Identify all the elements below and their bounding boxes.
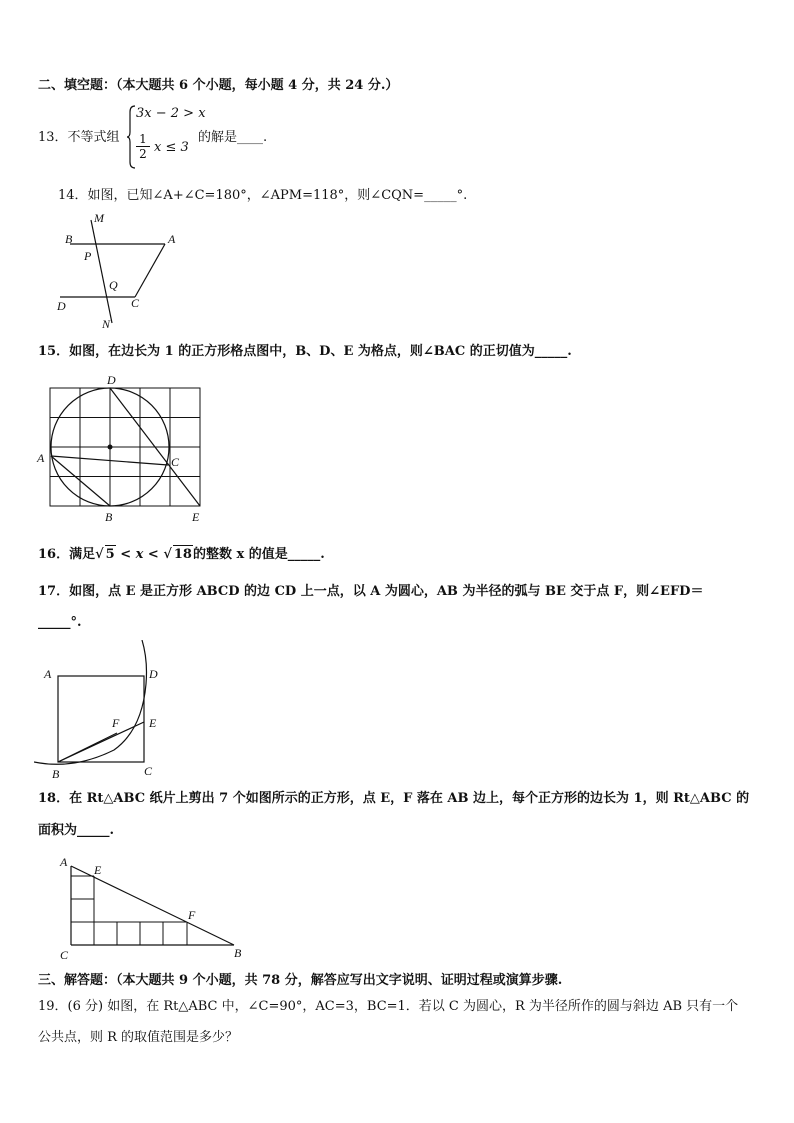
- label-c: C: [131, 296, 140, 310]
- label-b: B: [52, 767, 60, 781]
- label-d: D: [107, 373, 116, 387]
- sqrt-icon: √: [163, 547, 172, 562]
- label-b: B: [65, 232, 73, 246]
- q18-line-1: 18．在 Rt△ABC 纸片上剪出 7 个如图所示的正方形，点 E，F 落在 AB 边上，每个正方形的边长为 1，则 Rt△ABC 的: [38, 791, 750, 806]
- q13-row-1: 3x − 2 > x: [136, 106, 206, 121]
- label-a: A: [37, 451, 45, 465]
- label-c: C: [171, 455, 180, 469]
- q17-line-2: _____°.: [38, 615, 82, 630]
- squares: [71, 876, 187, 945]
- label-d: D: [57, 299, 66, 313]
- transversal-mn: [91, 220, 112, 323]
- q17-line-1: 17．如图，点 E 是正方形 ABCD 的边 CD 上一点，以 A 为圆心，AB 为半径的弧与 BE 交于点 F，则∠EFD＝: [38, 584, 704, 599]
- q13-inequality-system: [126, 104, 206, 170]
- label-q: Q: [109, 278, 118, 292]
- q13-fraction: [136, 132, 150, 161]
- q14-figure: [50, 208, 200, 336]
- q16-middle: < x <: [115, 547, 164, 562]
- q15-figure: [34, 372, 209, 524]
- q19-line-2: 公共点，则 R 的取值范围是多少？: [38, 1030, 239, 1045]
- q16-sqrt-1: 5: [105, 547, 115, 562]
- sqrt-icon: √: [95, 547, 104, 562]
- section-3-heading: 三、解答题：（本大题共 9 个小题，共 78 分，解答应写出文字说明、证明过程或演算步骤.: [38, 973, 563, 988]
- label-e: E: [94, 863, 102, 877]
- q16-text: [38, 545, 325, 564]
- label-a: A: [44, 667, 52, 681]
- label-c: C: [60, 948, 69, 962]
- label-m: M: [94, 211, 104, 225]
- q16-sqrt-2: 18: [173, 547, 192, 562]
- q14-text: 14．如图，已知∠A+∠C=180°，∠APM=118°，则∠CQN=_____°.: [58, 188, 468, 203]
- q13-row-2: x ≤ 3: [154, 140, 189, 155]
- label-c: C: [144, 764, 153, 778]
- label-e: E: [149, 716, 157, 730]
- grid: [50, 388, 200, 506]
- center-dot: [108, 445, 113, 450]
- label-b: B: [105, 510, 113, 524]
- q19-line-1: 19．(6 分) 如图，在 Rt△ABC 中，∠C=90°，AC=3，BC=1．若以 C 为圆心，R 为半径所作的圆与斜边 AB 只有一个: [38, 999, 739, 1014]
- label-e: E: [192, 510, 200, 524]
- label-p: P: [84, 249, 92, 263]
- q16-suffix: 的整数 x 的值是_____.: [192, 547, 325, 562]
- q18-line-2: 面积为_____.: [38, 823, 115, 838]
- segment-bf: [58, 733, 117, 762]
- label-n: N: [102, 317, 111, 331]
- q13-frac-numerator: 1: [139, 132, 147, 146]
- label-f: F: [188, 908, 196, 922]
- label-b: B: [234, 946, 242, 960]
- q15-text: 15．如图，在边长为 1 的正方形格点图中，B、D、E 为格点，则∠BAC 的正切值为_____.: [38, 344, 572, 359]
- side-ab: [71, 866, 234, 945]
- q16-prefix: 16．满足: [38, 547, 96, 562]
- segment-ac: [135, 244, 165, 297]
- q13-prefix: 13．不等式组: [38, 130, 120, 145]
- label-a: A: [168, 232, 176, 246]
- q17-figure: [34, 640, 174, 785]
- q13-frac-denominator: 2: [136, 146, 150, 161]
- label-a: A: [60, 855, 68, 869]
- label-f: F: [112, 716, 120, 730]
- q13-suffix: 的解是____.: [198, 130, 268, 145]
- label-d: D: [149, 667, 158, 681]
- square-abcd: [58, 676, 144, 762]
- q18-figure: [52, 852, 252, 964]
- section-2-heading: 二、填空题：（本大题共 6 个小题，每小题 4 分，共 24 分.）: [38, 78, 399, 93]
